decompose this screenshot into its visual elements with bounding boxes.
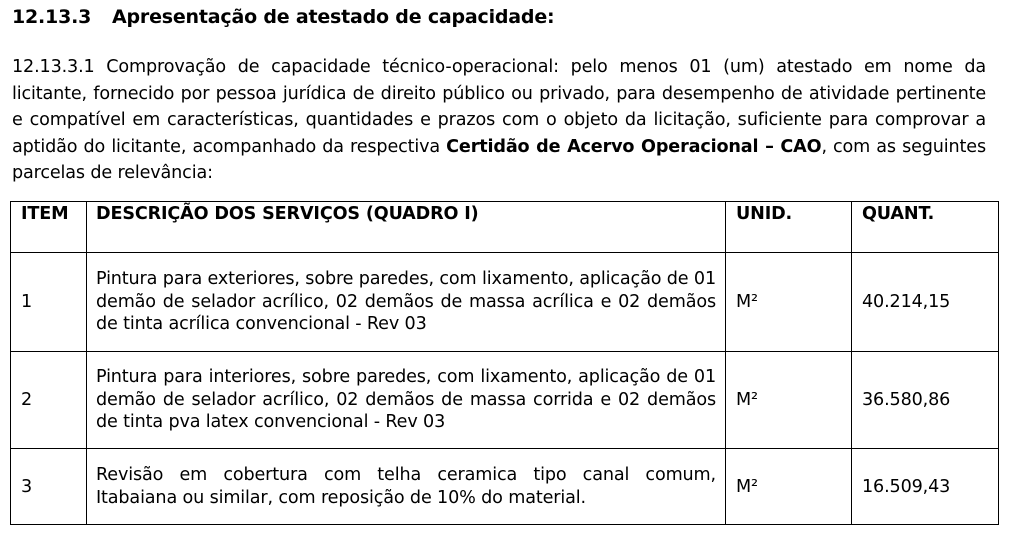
table-row xyxy=(11,253,999,352)
header-quantity: QUANT. xyxy=(852,202,999,253)
section-heading xyxy=(12,6,554,28)
cell-quantity: 36.580,86 xyxy=(852,352,999,449)
cell-item: 1 xyxy=(11,253,87,352)
cell-description: Revisão em cobertura com telha ceramica tipo canal comum, Itabaiana ou similar, com reposição de 10% do material. xyxy=(87,449,726,525)
services-table xyxy=(10,201,999,525)
cell-unit: M² xyxy=(726,253,852,352)
table-header-row xyxy=(11,202,999,253)
paragraph-bold-text: Certidão de Acervo Operacional – CAO xyxy=(446,136,822,157)
header-unit: UNID. xyxy=(726,202,852,253)
paragraph-text: 12.13.3.1 Comprovação de capacidade técnico-operacional: pelo menos 01 (um) atestado em nome da licitante, fornecido por pessoa jurídica de direito público ou privado, para desempenho de atividade pertinente e compatível em características, quantidades e prazos com o objeto da licitação, suficiente para comprovar a aptidão do licitante, acompanhado da respectiva xyxy=(12,57,986,157)
table-row xyxy=(11,352,999,449)
section-number: 12.13.3 xyxy=(12,6,92,28)
requirement-paragraph xyxy=(12,54,986,187)
cell-item: 2 xyxy=(11,352,87,449)
cell-item: 3 xyxy=(11,449,87,525)
cell-unit: M² xyxy=(726,352,852,449)
cell-description: Pintura para interiores, sobre paredes, com lixamento, aplicação de 01 demão de selador acrílico, 02 demãos de massa corrida e 02 demãos de tinta pva latex convencional - Rev 03 xyxy=(87,352,726,449)
header-description: DESCRIÇÃO DOS SERVIÇOS (QUADRO I) xyxy=(87,202,726,253)
cell-unit: M² xyxy=(726,449,852,525)
table-row xyxy=(11,449,999,525)
paragraph-text-end: , com as seguintes parcelas de relevância: xyxy=(12,136,986,183)
header-item: ITEM xyxy=(11,202,87,253)
cell-quantity: 40.214,15 xyxy=(852,253,999,352)
section-title: Apresentação de atestado de capacidade: xyxy=(112,6,555,28)
cell-description: Pintura para exteriores, sobre paredes, com lixamento, aplicação de 01 demão de selador acrílico, 02 demãos de massa acrílica e 02 demãos de tinta acrílica convencional - Rev 03 xyxy=(87,253,726,352)
cell-quantity: 16.509,43 xyxy=(852,449,999,525)
